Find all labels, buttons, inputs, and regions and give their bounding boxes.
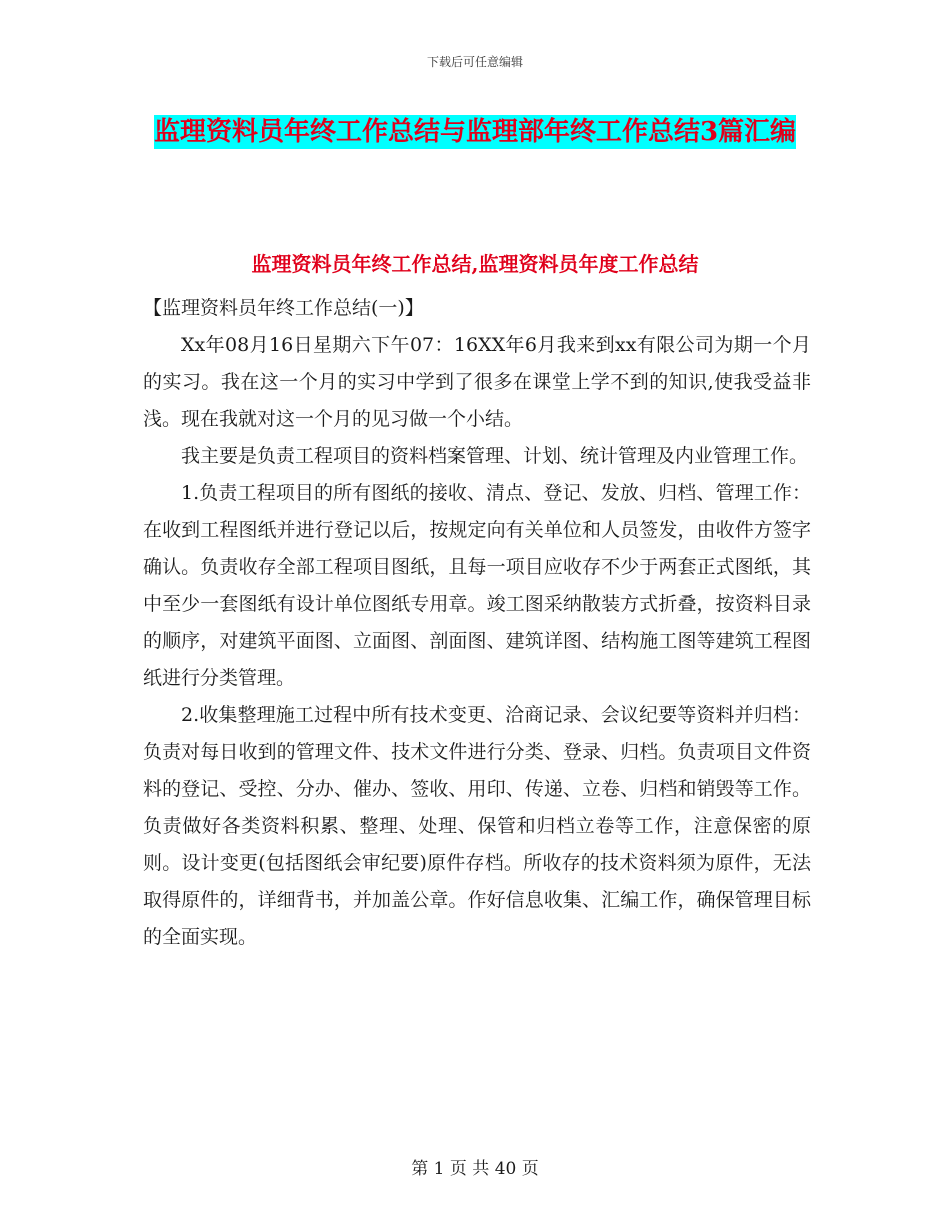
paragraph-intro: Xx年08月16日星期六下午07：16XX年6月我来到xx有限公司为期一个月的实习。我在这一个月的实习中学到了很多在课堂上学不到的知识,使我受益非浅。现在我就对这一个月的见习做一个小结。 [143, 334, 811, 430]
page-header-note: 下载后可任意编辑 [426, 55, 523, 69]
document-body [143, 290, 811, 956]
paragraph-responsibilities: 我主要是负责工程项目的资料档案管理、计划、统计管理及内业管理工作。 [181, 445, 809, 467]
section-label: 【监理资料员年终工作总结(一)】 [143, 297, 424, 319]
document-title [140, 108, 810, 156]
document-title-text: 监理资料员年终工作总结与监理部年终工作总结3篇汇编 [153, 117, 797, 147]
document-subtitle: 监理资料员年终工作总结,监理资料员年度工作总结 [251, 252, 699, 276]
paragraph-item-2: 2.收集整理施工过程中所有技术变更、洽商记录、会议纪要等资料并归档：负责对每日收到的管理文件、技术文件进行分类、登录、归档。负责项目文件资料的登记、受控、分办、催办、签收、用印、传递、立卷、归档和销毁等工作。负责做好各类资料积累、整理、处理、保管和归档立卷等工作，注意保密的原则。设计变更(包括图纸会审纪要)原件存档。所收存的技术资料须为原件，无法取得原件的，详细背书，并加盖公章。作好信息收集、汇编工作，确保管理目标的全面实现。 [143, 704, 811, 948]
page-number-footer: 第 1 页 共 40 页 [411, 1159, 539, 1179]
paragraph-item-1: 1.负责工程项目的所有图纸的接收、清点、登记、发放、归档、管理工作：在收到工程图纸并进行登记以后，按规定向有关单位和人员签发，由收件方签字确认。负责收存全部工程项目图纸，且每一项目应收存不少于两套正式图纸，其中至少一套图纸有设计单位图纸专用章。竣工图采纳散装方式折叠，按资料目录的顺序，对建筑平面图、立面图、剖面图、建筑详图、结构施工图等建筑工程图纸进行分类管理。 [143, 482, 811, 689]
